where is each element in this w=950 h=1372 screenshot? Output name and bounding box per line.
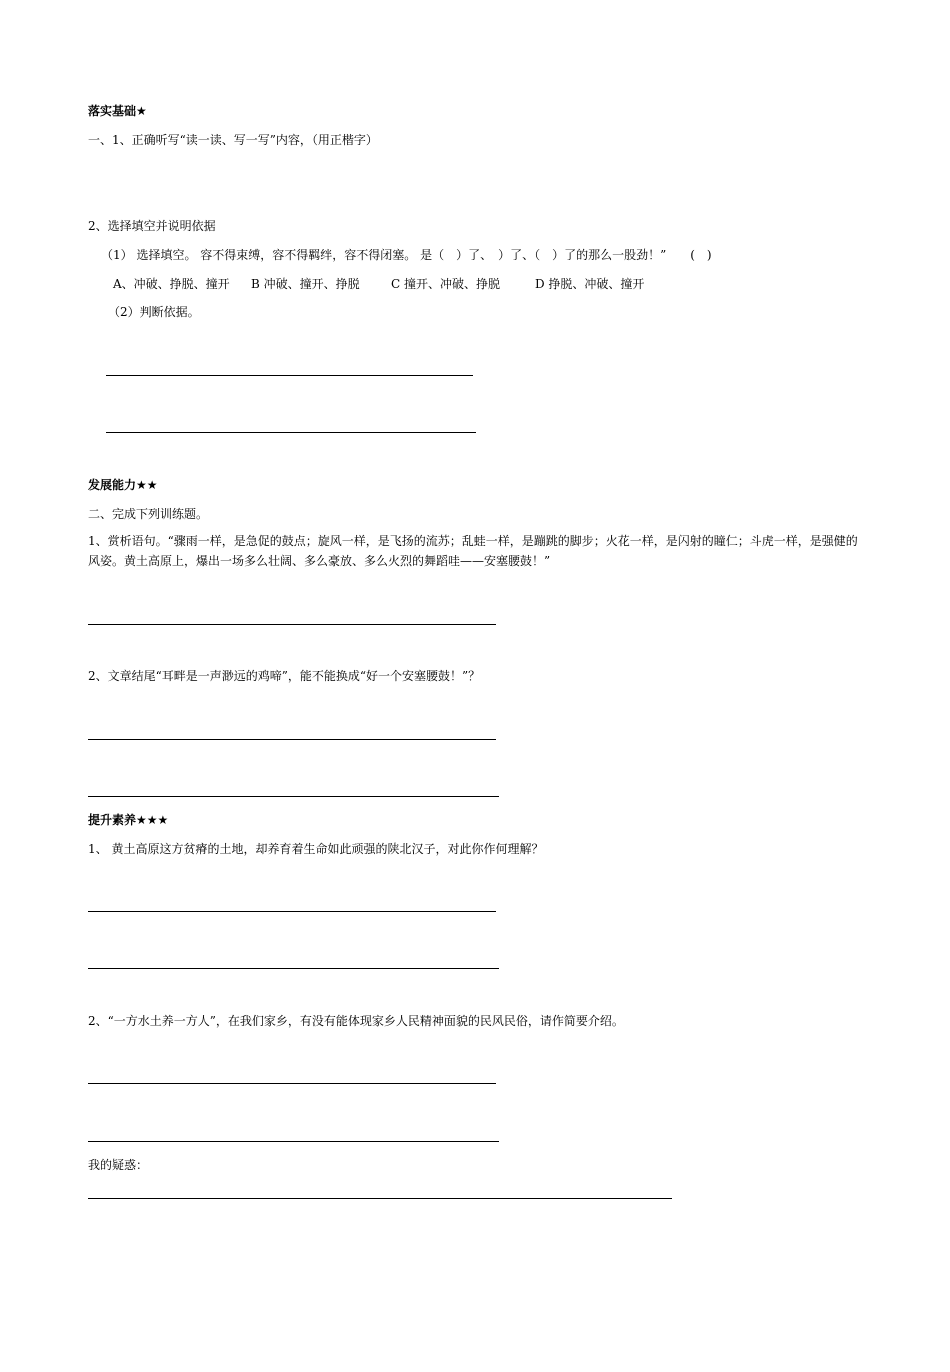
answer-line[interactable]	[106, 432, 476, 433]
doubts-label: 我的疑惑：	[88, 1158, 149, 1172]
section1-question-2-2: （2）判断依据。	[108, 305, 200, 319]
answer-line[interactable]	[88, 624, 496, 625]
option-a: A、冲破、挣脱、撞开	[113, 277, 230, 291]
answer-line[interactable]	[88, 968, 499, 969]
doubts-answer-line[interactable]	[88, 1198, 672, 1199]
answer-line[interactable]	[88, 1141, 499, 1142]
section1-options	[113, 277, 644, 291]
option-d: D 挣脱、冲破、撞开	[535, 277, 645, 291]
section3-question-1: 1、 黄土高原这方贫瘠的土地，却养育着生命如此顽强的陕北汉子，对此你作何理解？	[88, 842, 544, 856]
answer-line[interactable]	[88, 911, 496, 912]
section2-intro: 二、完成下列训练题。	[88, 507, 209, 521]
section3-question-2: 2、“一方水土养一方人”，在我们家乡，有没有能体现家乡人民精神面貌的民风民俗，请作简要介绍。	[88, 1014, 624, 1028]
section1-question-2-1: （1） 选择填空。 容不得束缚，容不得羁绊，容不得闭塞。 是（ ）了、 ）了、（ ）了的那么一股劲！” ( )	[101, 248, 712, 262]
section1-question-1: 一、1、正确听写“读一读、写一写”内容，（用正楷字）	[88, 133, 378, 147]
section2-question-2: 2、文章结尾“耳畔是一声渺远的鸡啼”，能不能换成“好一个安塞腰鼓！”？	[88, 669, 481, 683]
section1-question-2: 2、选择填空并说明依据	[88, 219, 216, 233]
answer-line[interactable]	[88, 739, 496, 740]
answer-line[interactable]	[106, 375, 473, 376]
section3-heading: 提升素养★★★	[88, 813, 169, 827]
option-b: B 冲破、撞开、挣脱	[251, 277, 360, 291]
option-c: C 撞开、冲破、挣脱	[391, 277, 500, 291]
answer-line[interactable]	[88, 796, 499, 797]
section1-heading: 落实基础★	[88, 104, 147, 118]
section2-heading: 发展能力★★	[88, 478, 158, 492]
answer-line[interactable]	[88, 1083, 496, 1084]
section2-question-1: 1、赏析语句。“骤雨一样，是急促的鼓点；旋风一样，是飞扬的流苏；乱蛙一样，是蹦跳的脚步；火花一样，是闪射的瞳仁；斗虎一样，是强健的风姿。黄土高原上，爆出一场多么壮阔、多么豪放、多么火烈的舞蹈哇——安塞腰鼓！”	[88, 534, 858, 568]
